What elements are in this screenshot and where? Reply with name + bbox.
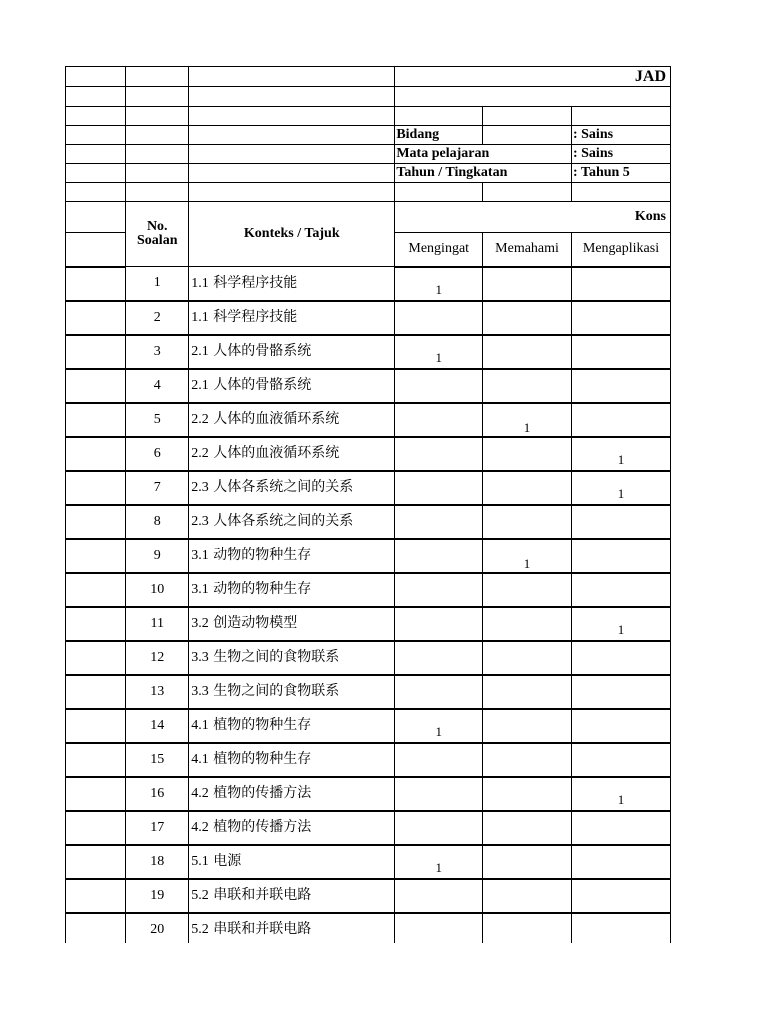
spreadsheet-grid xyxy=(65,66,671,943)
row-blank-cell[interactable] xyxy=(66,879,126,913)
topic-cell xyxy=(189,777,395,811)
mengingat-header: Mengingat xyxy=(395,233,483,267)
topic-number: 1.1 xyxy=(191,275,209,291)
cell[interactable] xyxy=(189,126,395,145)
topic-title: 动物的物种生存 xyxy=(213,547,312,563)
row-blank-cell[interactable] xyxy=(66,777,126,811)
memahami-mark[interactable] xyxy=(483,573,572,607)
row-blank-cell[interactable] xyxy=(66,743,126,777)
topic-title: 人体的血液循环系统 xyxy=(213,445,340,461)
mengaplikasi-mark[interactable]: 1 xyxy=(571,777,670,811)
table-row xyxy=(66,437,671,471)
mengaplikasi-mark[interactable]: 1 xyxy=(571,607,670,641)
table-row xyxy=(66,301,671,335)
page-title: JAD xyxy=(395,67,671,87)
topic-title: 植物的物种生存 xyxy=(213,751,312,767)
question-number: 8 xyxy=(126,505,189,539)
mengingat-mark[interactable] xyxy=(395,641,483,675)
topic-title: 人体的骨骼系统 xyxy=(213,343,312,359)
mengaplikasi-header: Mengaplikasi xyxy=(571,233,670,267)
topic-title: 植物的传播方法 xyxy=(213,785,312,801)
topic-title: 人体的骨骼系统 xyxy=(213,377,312,393)
topic-title: 生物之间的食物联系 xyxy=(213,649,340,665)
tahun-tingkatan-label: Tahun / Tingkatan xyxy=(395,164,572,183)
question-number: 11 xyxy=(126,607,189,641)
topic-cell xyxy=(189,709,395,743)
mengingat-mark[interactable] xyxy=(395,403,483,437)
cell[interactable] xyxy=(66,183,126,202)
topic-number: 4.1 xyxy=(191,752,209,767)
mengaplikasi-mark[interactable] xyxy=(571,913,670,944)
cell[interactable] xyxy=(66,164,126,183)
mengaplikasi-mark[interactable] xyxy=(571,675,670,709)
question-number: 13 xyxy=(126,675,189,709)
table-row xyxy=(66,641,671,675)
topic-title: 串联和并联电路 xyxy=(213,921,312,937)
table-row xyxy=(66,471,671,505)
topic-title: 科学程序技能 xyxy=(213,309,298,325)
memahami-mark[interactable] xyxy=(483,471,572,505)
mengingat-mark[interactable]: 1 xyxy=(395,335,483,369)
mengingat-mark[interactable] xyxy=(395,505,483,539)
topic-cell xyxy=(189,743,395,777)
memahami-mark[interactable] xyxy=(483,777,572,811)
mengingat-mark[interactable] xyxy=(395,811,483,845)
row-blank-cell[interactable] xyxy=(66,369,126,403)
table-row xyxy=(66,335,671,369)
topic-number: 4.2 xyxy=(191,786,209,801)
memahami-mark[interactable] xyxy=(483,913,572,944)
question-number: 4 xyxy=(126,369,189,403)
topic-title: 串联和并联电路 xyxy=(213,887,312,903)
cell[interactable] xyxy=(66,126,126,145)
memahami-mark[interactable]: 1 xyxy=(483,539,572,573)
topic-number: 5.1 xyxy=(191,854,209,869)
topic-number: 2.2 xyxy=(191,446,209,461)
question-number: 20 xyxy=(126,913,189,944)
no-soalan-line1: No. xyxy=(146,219,168,234)
topic-number: 2.3 xyxy=(191,480,209,495)
row-blank-cell[interactable] xyxy=(66,437,126,471)
row-blank-cell[interactable] xyxy=(66,845,126,879)
mengingat-mark[interactable] xyxy=(395,879,483,913)
topic-cell xyxy=(189,573,395,607)
question-number: 17 xyxy=(126,811,189,845)
topic-cell xyxy=(189,607,395,641)
topic-cell xyxy=(189,267,395,301)
mengaplikasi-mark[interactable] xyxy=(571,335,670,369)
row-blank-cell[interactable] xyxy=(66,913,126,944)
mengingat-mark[interactable] xyxy=(395,777,483,811)
question-number: 19 xyxy=(126,879,189,913)
mengaplikasi-mark[interactable] xyxy=(571,267,670,301)
topic-number: 2.1 xyxy=(191,378,209,393)
row-blank-cell[interactable] xyxy=(66,505,126,539)
question-number: 1 xyxy=(126,267,189,301)
mengaplikasi-mark[interactable] xyxy=(571,845,670,879)
cell[interactable] xyxy=(189,183,395,202)
topic-title: 创造动物模型 xyxy=(213,615,298,631)
topic-title: 植物的传播方法 xyxy=(213,819,312,835)
topic-cell xyxy=(189,437,395,471)
cell[interactable] xyxy=(66,107,126,126)
memahami-mark[interactable] xyxy=(483,743,572,777)
topic-number: 3.1 xyxy=(191,548,209,563)
row-blank-cell[interactable] xyxy=(66,471,126,505)
mengingat-mark[interactable] xyxy=(395,471,483,505)
mengingat-mark[interactable] xyxy=(395,573,483,607)
table-row xyxy=(66,743,671,777)
memahami-mark[interactable] xyxy=(483,709,572,743)
mengingat-mark[interactable] xyxy=(395,743,483,777)
topic-cell xyxy=(189,675,395,709)
topic-cell xyxy=(189,641,395,675)
table-row xyxy=(66,879,671,913)
topic-title: 人体的血液循环系统 xyxy=(213,411,340,427)
question-number: 6 xyxy=(126,437,189,471)
topic-cell xyxy=(189,913,395,944)
question-number: 18 xyxy=(126,845,189,879)
topic-cell xyxy=(189,879,395,913)
bidang-label: Bidang xyxy=(395,126,483,145)
topic-cell xyxy=(189,845,395,879)
row-blank-cell[interactable] xyxy=(66,641,126,675)
topic-number: 3.2 xyxy=(191,616,209,631)
cell[interactable] xyxy=(126,67,189,87)
memahami-mark[interactable]: 1 xyxy=(483,403,572,437)
mengingat-mark[interactable] xyxy=(395,539,483,573)
topic-cell xyxy=(189,539,395,573)
mengingat-mark[interactable] xyxy=(395,607,483,641)
topic-title: 人体各系统之间的关系 xyxy=(213,513,354,529)
cell[interactable] xyxy=(66,67,126,87)
question-number: 16 xyxy=(126,777,189,811)
mengingat-mark[interactable] xyxy=(395,675,483,709)
memahami-mark[interactable] xyxy=(483,879,572,913)
row-blank-cell[interactable] xyxy=(66,301,126,335)
memahami-mark[interactable] xyxy=(483,811,572,845)
topic-cell xyxy=(189,369,395,403)
mengaplikasi-mark[interactable] xyxy=(571,573,670,607)
topic-number: 4.2 xyxy=(191,820,209,835)
cell[interactable] xyxy=(189,87,395,107)
topic-cell xyxy=(189,403,395,437)
topic-cell xyxy=(189,301,395,335)
mengaplikasi-mark[interactable] xyxy=(571,505,670,539)
cell[interactable] xyxy=(126,164,189,183)
memahami-mark[interactable] xyxy=(483,335,572,369)
konstruk-header: Kons xyxy=(395,202,671,233)
cell[interactable] xyxy=(483,126,572,145)
row-blank-cell[interactable] xyxy=(66,267,126,301)
question-number: 7 xyxy=(126,471,189,505)
topic-number: 3.3 xyxy=(191,684,209,699)
cell[interactable] xyxy=(189,145,395,164)
mengaplikasi-mark[interactable] xyxy=(571,811,670,845)
mengingat-mark[interactable]: 1 xyxy=(395,267,483,301)
mengaplikasi-mark[interactable] xyxy=(571,879,670,913)
cell[interactable] xyxy=(189,164,395,183)
cell[interactable] xyxy=(571,183,670,202)
memahami-mark[interactable] xyxy=(483,505,572,539)
topic-number: 2.1 xyxy=(191,344,209,359)
topic-cell xyxy=(189,335,395,369)
memahami-header: Memahami xyxy=(483,233,572,267)
mengaplikasi-mark[interactable] xyxy=(571,539,670,573)
question-number: 14 xyxy=(126,709,189,743)
memahami-mark[interactable] xyxy=(483,845,572,879)
cell[interactable] xyxy=(571,107,670,126)
row-blank-cell[interactable] xyxy=(66,607,126,641)
topic-cell xyxy=(189,811,395,845)
topic-cell xyxy=(189,471,395,505)
table-row xyxy=(66,369,671,403)
cell[interactable] xyxy=(126,126,189,145)
tahun-tingkatan-value: : Tahun 5 xyxy=(571,164,670,183)
cell[interactable] xyxy=(395,107,483,126)
mengingat-mark[interactable] xyxy=(395,437,483,471)
row-blank-cell[interactable] xyxy=(66,573,126,607)
mengingat-mark[interactable] xyxy=(395,369,483,403)
memahami-mark[interactable] xyxy=(483,641,572,675)
mengingat-mark[interactable] xyxy=(395,301,483,335)
question-number: 15 xyxy=(126,743,189,777)
table-row xyxy=(66,675,671,709)
topic-number: 3.3 xyxy=(191,650,209,665)
mengingat-mark[interactable]: 1 xyxy=(395,709,483,743)
cell[interactable] xyxy=(126,107,189,126)
row-blank-cell[interactable] xyxy=(66,811,126,845)
table-row xyxy=(66,607,671,641)
cell[interactable] xyxy=(126,145,189,164)
table-row xyxy=(66,403,671,437)
cell[interactable] xyxy=(395,87,671,107)
table-row xyxy=(66,267,671,301)
mengingat-mark[interactable]: 1 xyxy=(395,845,483,879)
table-row xyxy=(66,845,671,879)
question-number: 5 xyxy=(126,403,189,437)
cell[interactable] xyxy=(66,145,126,164)
mengaplikasi-mark[interactable]: 1 xyxy=(571,471,670,505)
topic-title: 人体各系统之间的关系 xyxy=(213,479,354,495)
row-blank-cell[interactable] xyxy=(66,709,126,743)
table-row xyxy=(66,811,671,845)
topic-number: 2.2 xyxy=(191,412,209,427)
question-number: 12 xyxy=(126,641,189,675)
cell[interactable] xyxy=(483,183,572,202)
table-row xyxy=(66,505,671,539)
table-row xyxy=(66,539,671,573)
mengaplikasi-mark[interactable] xyxy=(571,403,670,437)
mata-pelajaran-label: Mata pelajaran xyxy=(395,145,572,164)
memahami-mark[interactable] xyxy=(483,607,572,641)
question-number: 10 xyxy=(126,573,189,607)
bidang-value: : Sains xyxy=(571,126,670,145)
no-soalan-line2: Soalan xyxy=(137,233,178,248)
topic-number: 1.1 xyxy=(191,310,209,325)
cell[interactable] xyxy=(189,67,395,87)
cell[interactable] xyxy=(483,107,572,126)
topic-title: 动物的物种生存 xyxy=(213,581,312,597)
cell[interactable] xyxy=(126,87,189,107)
topic-number: 3.1 xyxy=(191,582,209,597)
jadual-table xyxy=(65,66,671,943)
topic-title: 生物之间的食物联系 xyxy=(213,683,340,699)
mengaplikasi-mark[interactable]: 1 xyxy=(571,437,670,471)
memahami-mark[interactable] xyxy=(483,437,572,471)
row-blank-cell[interactable] xyxy=(66,335,126,369)
cell[interactable] xyxy=(395,183,483,202)
question-number: 2 xyxy=(126,301,189,335)
mengaplikasi-mark[interactable] xyxy=(571,641,670,675)
topic-number: 5.2 xyxy=(191,888,209,903)
mata-pelajaran-value: : Sains xyxy=(571,145,670,164)
mengaplikasi-mark[interactable] xyxy=(571,743,670,777)
no-soalan-header xyxy=(126,202,189,267)
mengingat-mark[interactable] xyxy=(395,913,483,944)
cell[interactable] xyxy=(66,233,126,267)
table-row xyxy=(66,777,671,811)
cell[interactable] xyxy=(66,202,126,233)
konteks-tajuk-header: Konteks / Tajuk xyxy=(189,202,395,267)
table-row xyxy=(66,709,671,743)
memahami-mark[interactable] xyxy=(483,675,572,709)
topic-number: 5.2 xyxy=(191,922,209,937)
cell[interactable] xyxy=(189,107,395,126)
mengaplikasi-mark[interactable] xyxy=(571,709,670,743)
cell[interactable] xyxy=(66,87,126,107)
question-number: 3 xyxy=(126,335,189,369)
topic-number: 2.3 xyxy=(191,514,209,529)
mengaplikasi-mark[interactable] xyxy=(571,369,670,403)
memahami-mark[interactable] xyxy=(483,301,572,335)
table-row xyxy=(66,913,671,944)
topic-title: 电源 xyxy=(213,853,242,869)
row-blank-cell[interactable] xyxy=(66,403,126,437)
table-row xyxy=(66,573,671,607)
memahami-mark[interactable] xyxy=(483,267,572,301)
row-blank-cell[interactable] xyxy=(66,675,126,709)
mengaplikasi-mark[interactable] xyxy=(571,301,670,335)
topic-title: 植物的物种生存 xyxy=(213,717,312,733)
topic-number: 4.1 xyxy=(191,718,209,733)
topic-cell xyxy=(189,505,395,539)
topic-title: 科学程序技能 xyxy=(213,274,298,291)
question-number: 9 xyxy=(126,539,189,573)
cell[interactable] xyxy=(126,183,189,202)
row-blank-cell[interactable] xyxy=(66,539,126,573)
memahami-mark[interactable] xyxy=(483,369,572,403)
